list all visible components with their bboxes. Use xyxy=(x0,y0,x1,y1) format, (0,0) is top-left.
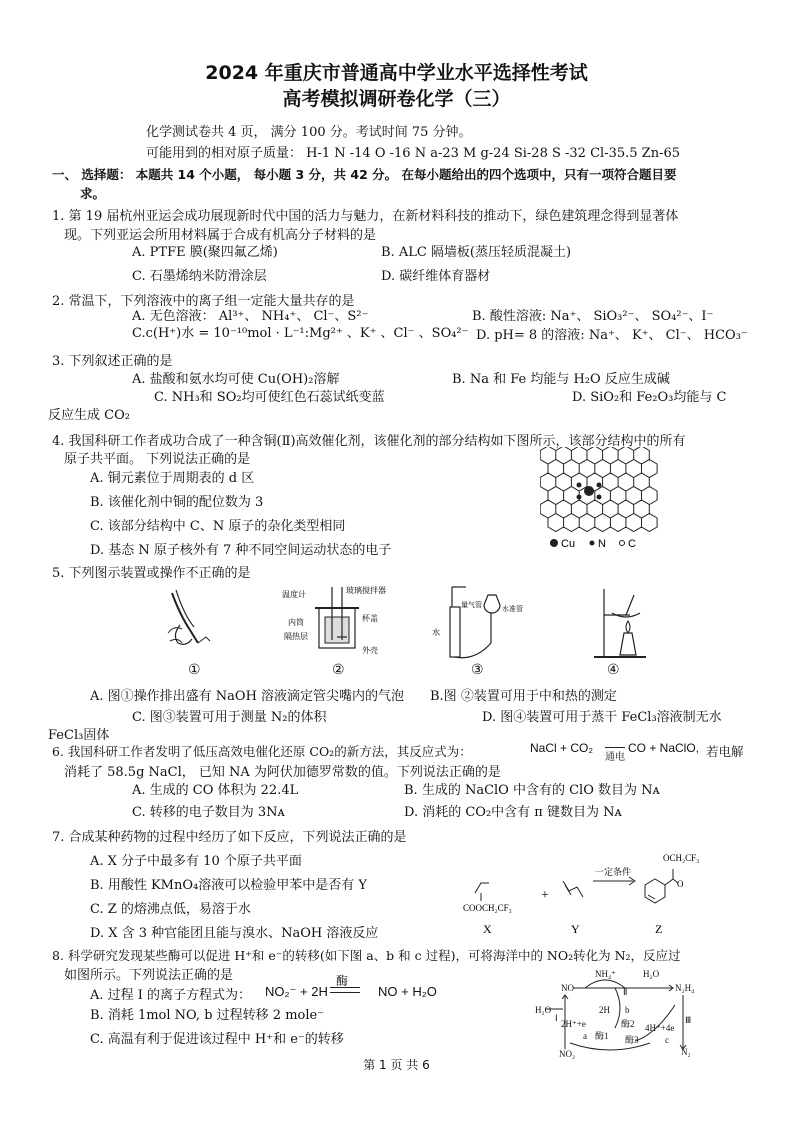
q2-option-b: B. 酸性溶液: Na⁺、 SiO₃²⁻、 SO₄²⁻、I⁻ xyxy=(472,309,714,324)
plus-sign: + xyxy=(541,888,549,903)
x-substituent: COOCH₂CF₃ xyxy=(463,903,512,913)
fig-n2: N₂ xyxy=(681,1047,691,1057)
exam-subtitle: 高考模拟调研卷化学（三） xyxy=(282,88,511,110)
figure-2-label: ② xyxy=(332,662,345,678)
section-heading: 一、 选择题： 本题共 14 个小题， 每小题 3 分，共 42 分。 在每小题给出的四个选项中，只有一项符合题目要 xyxy=(52,167,677,182)
fig-h-e-c: 4H⁺+4e xyxy=(645,1023,675,1033)
q6-stem: 6. 我国科研工作者发明了低压高效电催化还原 CO₂的新方法，其反应式为： xyxy=(52,744,472,759)
figure-1-burette xyxy=(160,585,220,660)
q8-option-a-eq-right: NO + H₂O xyxy=(378,984,437,999)
section-heading-cont: 求。 xyxy=(80,186,106,201)
fig-enzyme-3: 酶3 xyxy=(625,1035,639,1045)
fig-roman-2: Ⅱ xyxy=(623,987,628,997)
figure-4-label: ④ xyxy=(607,662,620,678)
catalyst-structure-figure xyxy=(540,447,675,557)
reaction-scheme-figure xyxy=(455,845,705,935)
q3-option-b: B. Na 和 Fe 均能与 H₂O 反应生成碱 xyxy=(452,372,670,387)
legend-c: C xyxy=(628,538,636,550)
fig2-lid-label: 杯盖 xyxy=(362,614,378,623)
fig-2h: 2H xyxy=(599,1005,610,1015)
q3-option-c: C. NH₃和 SO₂均可使红色石蕊试纸变蓝 xyxy=(154,390,385,405)
fig-c: c xyxy=(665,1035,669,1045)
fig-no: NO xyxy=(561,983,574,993)
figure-4-evaporation xyxy=(590,585,650,663)
q8-stem-cont: 如图所示。下列说法正确的是 xyxy=(64,968,234,983)
reaction-condition: 一定条件 xyxy=(595,868,632,878)
fig3-level-tube-label: 水准管 xyxy=(502,605,523,613)
figure-1-label: ① xyxy=(188,662,201,678)
figure-2-calorimeter xyxy=(282,585,402,663)
q3-option-d-cont: 反应生成 CO₂ xyxy=(48,408,130,423)
q4-option-c: C. 该部分结构中 C、N 原子的杂化类型相同 xyxy=(90,519,346,534)
fig-a: a xyxy=(583,1031,587,1041)
fig-h2o-top: H₂O xyxy=(643,969,660,979)
q5-option-d-cont: FeCl₃固体 xyxy=(48,728,110,743)
q2-option-d: D. pH= 8 的溶液: Na⁺、 K⁺、 Cl⁻、 HCO₃⁻ xyxy=(476,328,748,343)
q5-option-d: D. 图④装置可用于蒸干 FeCl₃溶液制无水 xyxy=(482,710,722,725)
fig-b: b xyxy=(625,1005,630,1015)
fig-nh4: NH₄⁺ xyxy=(595,969,616,979)
fig2-insulation-label: 隔热层 xyxy=(284,632,308,641)
hex-lattice xyxy=(540,447,657,532)
q6-equation-right: CO + NaClO, xyxy=(628,741,700,755)
fig2-inner-label: 内筒 xyxy=(288,618,304,627)
q6-option-a: A. 生成的 CO 体积为 22.4L xyxy=(132,783,299,798)
q1-stem-cont: 现。下列亚运会所用材料属于合成有机高分子材料的是 xyxy=(64,228,377,243)
q8-option-a-eq-left: NO₂⁻ + 2H xyxy=(265,984,328,999)
label-y: Y xyxy=(571,922,580,935)
label-z: Z xyxy=(655,922,663,935)
z-substituent: OCH₂CF₃ xyxy=(663,853,700,863)
q1-option-c: C. 石墨烯纳米防滑涂层 xyxy=(132,269,267,284)
q4-stem: 4. 我国科研工作者成功合成了一种含铜(Ⅱ)高效催化剂，该催化剂的部分结构如下图所示，该部分结构中的所有 xyxy=(52,434,686,449)
label-x: X xyxy=(483,922,492,935)
figure-3-label: ③ xyxy=(471,662,484,678)
legend-n: N xyxy=(598,538,606,550)
q1-stem: 1. 第 19 届杭州亚运会成功展现新时代中国的活力与魅力，在新材料科技的推动下，绿色建筑理念得到显著体 xyxy=(52,209,679,224)
fig2-thermometer-label: 温度计 xyxy=(282,590,306,599)
fig-h-e-a: 2H⁺+e xyxy=(561,1019,586,1029)
fig-h2o-left: H₂O xyxy=(535,1005,552,1015)
q4-option-d: D. 基态 N 原子核外有 7 种不同空间运动状态的电子 xyxy=(90,543,392,558)
exam-info-1: 化学测试卷共 4 页， 满分 100 分。考试时间 75 分钟。 xyxy=(146,125,472,140)
fig-roman-3: Ⅲ xyxy=(685,1015,692,1025)
q7-option-a: A. X 分子中最多有 10 个原子共平面 xyxy=(90,854,302,869)
q4-option-a: A. 铜元素位于周期表的 d 区 xyxy=(90,471,255,486)
q6-option-b: B. 生成的 NaClO 中含有的 ClO 数目为 Nᴀ xyxy=(404,783,660,798)
q5-option-b: B.图 ②装置可用于中和热的测定 xyxy=(430,689,617,704)
q1-option-d: D. 碳纤维体育器材 xyxy=(381,269,491,284)
q6-equation-condition: 通电 xyxy=(605,747,625,763)
fig2-shell-label: 外壳 xyxy=(362,646,378,655)
q4-stem-cont: 原子共平面。 下列说法正确的是 xyxy=(64,452,251,467)
q4-option-b: B. 该催化剂中铜的配位数为 3 xyxy=(90,495,264,510)
q8-option-a-equals xyxy=(330,987,360,993)
page-footer: 第 1 页 共 6 xyxy=(363,1058,430,1072)
fig-enzyme-2: 酶2 xyxy=(621,1019,635,1029)
cu-atom xyxy=(584,486,594,496)
q2-stem: 2. 常温下，下列溶液中的离子组一定能大量共存的是 xyxy=(52,294,355,309)
fig3-gas-tube-label: 量气管 xyxy=(461,601,482,609)
fig-roman-1: Ⅰ xyxy=(555,1013,558,1023)
q5-stem: 5. 下列图示装置或操作不正确的是 xyxy=(52,566,251,581)
figure-3-gas-measure xyxy=(430,585,525,663)
q7-option-d: D. X 含 3 种官能团且能与溴水、NaOH 溶液反应 xyxy=(90,926,379,941)
q7-option-c: C. Z 的熔沸点低，易溶于水 xyxy=(90,902,251,917)
q8-option-b: B. 消耗 1mol NO, b 过程转移 2 mole⁻ xyxy=(90,1008,325,1023)
fig3-water-label: 水 xyxy=(432,628,440,637)
exam-info-2: 可能用到的相对原子质量： H-1 N -14 O -16 N a-23 M g-24 Si-28 S -32 Cl-35.5 Zn-65 xyxy=(146,146,681,161)
q1-option-b: B. ALC 隔墙板(蒸压轻质混凝土) xyxy=(381,245,572,260)
q7-stem: 7. 合成某种药物的过程中经历了如下反应，下列说法正确的是 xyxy=(52,830,407,845)
q8-option-a-prefix: A. 过程 Ⅰ 的离子方程式为： xyxy=(90,988,252,1003)
fig-no2: NO₂ xyxy=(559,1049,576,1059)
q3-stem: 3. 下列叙述正确的是 xyxy=(52,354,173,369)
q8-stem: 8. 科学研究发现某些酶可以促进 H⁺和 e⁻的转移(如下图 a、b 和 c 过程)，可将海洋中的 NO₂转化为 N₂，反应过 xyxy=(52,948,681,963)
q6-option-c: C. 转移的电子数目为 3Nᴀ xyxy=(132,805,285,820)
q6-option-d: D. 消耗的 CO₂中含有 π 键数目为 Nᴀ xyxy=(404,805,622,820)
q8-option-a-enzyme: 酶 xyxy=(336,974,349,988)
q6-stem-cont: 消耗了 58.5g NaCl， 已知 NA 为阿伏加德罗常数的值。下列说法正确的是 xyxy=(64,765,501,780)
q2-option-c: C.c(H⁺)水 = 10⁻¹⁰mol · L⁻¹:Mg²⁺ 、K⁺ 、Cl⁻ 、SO₄²⁻ xyxy=(132,326,469,341)
nitrogen-cycle-figure xyxy=(525,965,705,1065)
z-carbonyl-o: O xyxy=(677,879,684,889)
exam-title: 2024 年重庆市普通高中学业水平选择性考试 xyxy=(205,62,588,84)
fig-n2h4: N₂H₄ xyxy=(675,983,695,993)
q7-option-b: B. 用酸性 KMnO₄溶液可以检验甲苯中是否有 Y xyxy=(90,878,367,893)
q3-option-d: D. SiO₂和 Fe₂O₃均能与 C xyxy=(572,390,727,405)
fig-enzyme-1: 酶1 xyxy=(595,1031,609,1041)
q3-option-a: A. 盐酸和氨水均可使 Cu(OH)₂溶解 xyxy=(132,372,340,387)
q5-option-a: A. 图①操作排出盛有 NaOH 溶液滴定管尖嘴内的气泡 xyxy=(90,689,405,704)
q8-option-c: C. 高温有利于促进该过程中 H⁺和 e⁻的转移 xyxy=(90,1032,344,1047)
fig2-stirrer-label: 玻璃搅拌器 xyxy=(346,586,386,595)
q6-stem-tail: 若电解 xyxy=(706,744,744,759)
q5-option-c: C. 图③装置可用于测量 N₂的体积 xyxy=(132,710,327,725)
q2-option-a: A. 无色溶液： Al³⁺、 NH₄⁺、 Cl⁻、S²⁻ xyxy=(132,309,369,324)
legend-cu: Cu xyxy=(561,538,576,550)
q1-option-a: A. PTFE 膜(聚四氟乙烯) xyxy=(132,245,278,260)
q6-equation-left: NaCl + CO₂ xyxy=(530,741,594,755)
